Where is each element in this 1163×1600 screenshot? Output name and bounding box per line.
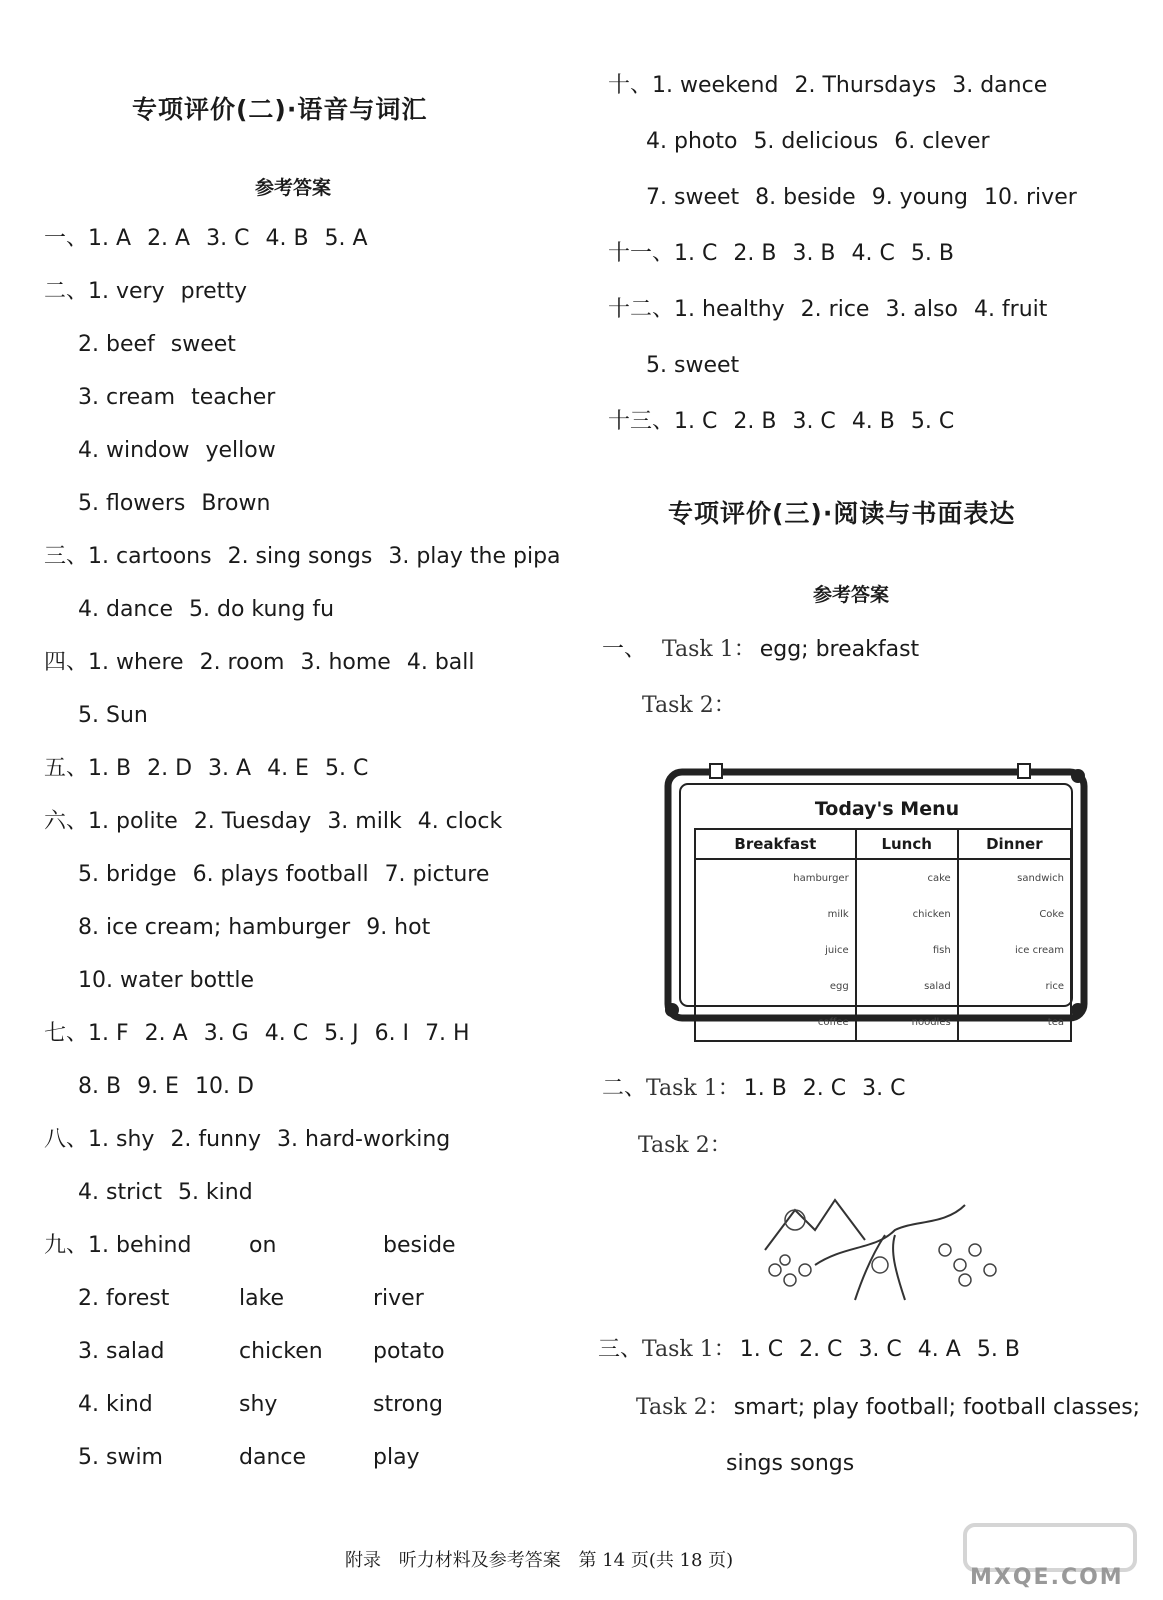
answer-line [44, 225, 384, 253]
answer-item: 4. kind [78, 1392, 153, 1417]
answer-item: 8. B [78, 1074, 122, 1099]
answer-line [78, 384, 291, 412]
menu-header: Breakfast [695, 829, 856, 859]
section-marker: 十三、 [608, 409, 675, 434]
watermark-text: MXQE.COM [970, 1565, 1124, 1590]
answer-item: 4. E [267, 756, 309, 781]
footer-text: 听力材料及参考答案 [398, 1550, 561, 1571]
answer-item: lake [239, 1286, 285, 1311]
answer-item: 1. where [88, 650, 184, 675]
answer-item: 1. F [88, 1021, 129, 1046]
section-marker: 七、 [44, 1021, 89, 1046]
map-illustration [755, 1190, 1015, 1305]
section-title-3: 专项评价(三)·阅读与书面表达 [668, 499, 1016, 528]
answer-item: Brown [201, 491, 271, 516]
answer-line [78, 967, 270, 995]
answer-item: 2. rice [800, 297, 870, 322]
answer-line [646, 352, 755, 380]
answer-item: 2. D [147, 756, 193, 781]
footer-page-number: 第 14 页(共 18 页) [578, 1550, 734, 1571]
section-marker: 六、 [44, 809, 89, 834]
answer-line [44, 649, 491, 677]
answer-item: 1. weekend [652, 73, 779, 98]
answer-item: 5. Sun [78, 703, 148, 728]
answer-item: 2. Tuesday [193, 809, 312, 834]
menu-item: fish [856, 932, 958, 968]
answer-item: 3. also [885, 297, 958, 322]
answer-item: 4. C [851, 241, 895, 266]
menu-item: salad [856, 968, 958, 1004]
answer-item: 1. cartoons [88, 544, 212, 569]
answer-item: 1. shy [88, 1127, 155, 1152]
menu-item: chicken [856, 896, 958, 932]
section-marker: 二、 [44, 279, 89, 304]
section-marker: 十二、 [608, 297, 675, 322]
menu-item: Coke [958, 896, 1071, 932]
answer-item: 3. A [208, 756, 252, 781]
answer-item: 3. home [300, 650, 391, 675]
answer-item: 7. H [425, 1021, 470, 1046]
answer-line [608, 240, 970, 268]
menu-row [695, 859, 1071, 896]
reading-line-5: sings songs [726, 1451, 855, 1476]
answer-item: 5. C [324, 756, 369, 781]
reading-line-2: 二、Task 1： 1. B 2. C 3. C [602, 1076, 906, 1101]
answer-line [78, 1179, 269, 1207]
answer-item: 2. forest [78, 1286, 170, 1311]
answer-item: 5. do kung fu [189, 597, 335, 622]
reading-line-1: 一、 Task 1： egg; breakfast [602, 637, 920, 662]
answer-item: 1. C [674, 409, 718, 434]
answer-item: yellow [205, 438, 276, 463]
answer-line [608, 72, 1063, 100]
menu-item: noodles [856, 1004, 958, 1041]
answer-line [44, 1020, 486, 1048]
answer-item: 9. young [871, 185, 969, 210]
answer-line [78, 1391, 507, 1419]
answer-item: 9. E [137, 1074, 179, 1099]
answer-item: 5. kind [177, 1180, 253, 1205]
menu-item: hamburger [695, 859, 856, 896]
answer-item: 1. healthy [674, 297, 785, 322]
answer-line [78, 1073, 270, 1101]
answer-line [78, 861, 505, 889]
menu-header: Lunch [856, 829, 958, 859]
answer-item: river [373, 1286, 424, 1311]
answer-item: 10. water bottle [78, 968, 254, 993]
answer-line [44, 543, 577, 571]
answer-line [78, 1285, 507, 1313]
answer-line [78, 1338, 507, 1366]
answer-item: 5. A [324, 226, 368, 251]
answer-item: 5. sweet [646, 353, 740, 378]
menu-item: coffee [695, 1004, 856, 1041]
answer-item: 8. ice cream; hamburger [78, 915, 351, 940]
section-marker: 八、 [44, 1127, 89, 1152]
section-marker: 三、 [44, 544, 89, 569]
answer-item: 2. room [199, 650, 285, 675]
answer-line [608, 408, 970, 436]
answer-item: 8. beside [755, 185, 856, 210]
answer-line [78, 437, 292, 465]
answer-item: 7. picture [384, 862, 490, 887]
page-footer [345, 1546, 745, 1572]
answer-item: 3. G [203, 1021, 249, 1046]
answer-line [78, 596, 350, 624]
answer-item: 1. B [88, 756, 132, 781]
answer-item: 2. B [733, 241, 777, 266]
answer-item: 1. behind [88, 1233, 192, 1258]
answer-item: 10. D [194, 1074, 254, 1099]
answer-line [646, 184, 1093, 212]
section-title-2: 专项评价(二)·语音与词汇 [132, 95, 428, 124]
answer-item: 4. clock [417, 809, 503, 834]
answer-item: 5. swim [78, 1445, 163, 1470]
answer-item: 5. flowers [78, 491, 186, 516]
answer-heading-1: 参考答案 [255, 177, 332, 199]
section-marker: 九、 [44, 1233, 89, 1258]
menu-item: cake [856, 859, 958, 896]
answer-item: 5. C [910, 409, 955, 434]
answer-item: 3. cream [78, 385, 176, 410]
reading-task2-label: Task 2： [642, 693, 736, 718]
answer-item: potato [373, 1339, 445, 1364]
section-marker: 五、 [44, 756, 89, 781]
menu-item: rice [958, 968, 1071, 1004]
answer-item: 4. dance [78, 597, 174, 622]
answer-item: play [373, 1445, 420, 1470]
answer-line [78, 1444, 507, 1472]
answer-line [78, 490, 286, 518]
answer-item: sweet [170, 332, 236, 357]
menu-item: ice cream [958, 932, 1071, 968]
answer-line [78, 914, 446, 942]
answer-item: 6. plays football [192, 862, 369, 887]
answer-item: 3. salad [78, 1339, 165, 1364]
answer-item: 4. B [851, 409, 895, 434]
answer-item: chicken [239, 1339, 323, 1364]
answer-item: teacher [191, 385, 276, 410]
answer-item: 9. hot [366, 915, 431, 940]
menu-item: egg [695, 968, 856, 1004]
answer-line [646, 128, 1006, 156]
answer-item: beside [383, 1233, 456, 1258]
reading-line-4: Task 2： smart; play football; football classes; [636, 1395, 1141, 1420]
answer-item: 5. bridge [78, 862, 177, 887]
answer-item: 2. beef [78, 332, 155, 357]
answer-item: strong [373, 1392, 444, 1417]
answer-item: pretty [180, 279, 247, 304]
answer-item: 1. polite [88, 809, 178, 834]
answer-item: on [249, 1233, 277, 1258]
answer-item: 3. dance [952, 73, 1048, 98]
menu-table [694, 828, 1072, 1042]
answer-line [44, 1232, 517, 1260]
answer-item: 3. play the pipa [388, 544, 561, 569]
answer-line [44, 1126, 466, 1154]
section-marker: 一、 [44, 226, 89, 251]
menu-item: milk [695, 896, 856, 932]
answer-item: 10. river [984, 185, 1077, 210]
menu-title: Today's Menu [814, 798, 960, 820]
section-marker: 十一、 [608, 241, 675, 266]
answer-item: 2. Thursdays [794, 73, 937, 98]
answer-item: 5. B [910, 241, 954, 266]
answer-item: 4. ball [406, 650, 475, 675]
menu-row [695, 968, 1071, 1004]
answer-item: 3. B [792, 241, 836, 266]
section-marker: 四、 [44, 650, 89, 675]
answer-item: 1. very [88, 279, 165, 304]
answer-line [44, 808, 518, 836]
menu-row [695, 932, 1071, 968]
menu-item: juice [695, 932, 856, 968]
answer-heading-2: 参考答案 [813, 584, 890, 606]
answer-item: 4. fruit [973, 297, 1048, 322]
menu-row [695, 1004, 1071, 1041]
reading-task2-label-2: Task 2： [638, 1133, 732, 1158]
answer-item: 3. milk [327, 809, 402, 834]
menu-item: tea [958, 1004, 1071, 1041]
answer-item: shy [239, 1392, 278, 1417]
answer-item: 5. J [324, 1021, 359, 1046]
answer-item: 4. strict [78, 1180, 162, 1205]
answer-item: 7. sweet [646, 185, 740, 210]
answer-line [78, 702, 164, 730]
answer-item: 2. funny [170, 1127, 262, 1152]
answer-item: 4. B [265, 226, 309, 251]
menu-row [695, 896, 1071, 932]
answer-item: 6. I [374, 1021, 410, 1046]
section-marker: 十、 [608, 73, 653, 98]
answer-item: 6. clever [894, 129, 990, 154]
answer-item: 4. photo [646, 129, 738, 154]
footer-label: 附录 [345, 1550, 381, 1571]
answer-item: 3. C [206, 226, 250, 251]
answer-item: 3. hard-working [277, 1127, 451, 1152]
answer-item: 2. sing songs [227, 544, 373, 569]
answer-item: 2. A [147, 226, 191, 251]
answer-item: 2. B [733, 409, 777, 434]
menu-board [672, 780, 1102, 1050]
answer-item: 3. C [792, 409, 836, 434]
answer-item: 2. A [144, 1021, 188, 1046]
answer-item: dance [239, 1445, 307, 1470]
answer-line [44, 755, 384, 783]
menu-item: sandwich [958, 859, 1071, 896]
answer-item: 1. A [88, 226, 132, 251]
reading-line-3: 三、Task 1： 1. C 2. C 3. C 4. A 5. B [598, 1337, 1020, 1362]
answer-item: 1. C [674, 241, 718, 266]
answer-item: 5. delicious [753, 129, 879, 154]
answer-line [608, 296, 1063, 324]
menu-body [695, 859, 1071, 1041]
answer-line [78, 331, 252, 359]
answer-item: 4. window [78, 438, 190, 463]
menu-header: Dinner [958, 829, 1071, 859]
answer-item: 4. C [264, 1021, 309, 1046]
answer-line [44, 278, 263, 306]
